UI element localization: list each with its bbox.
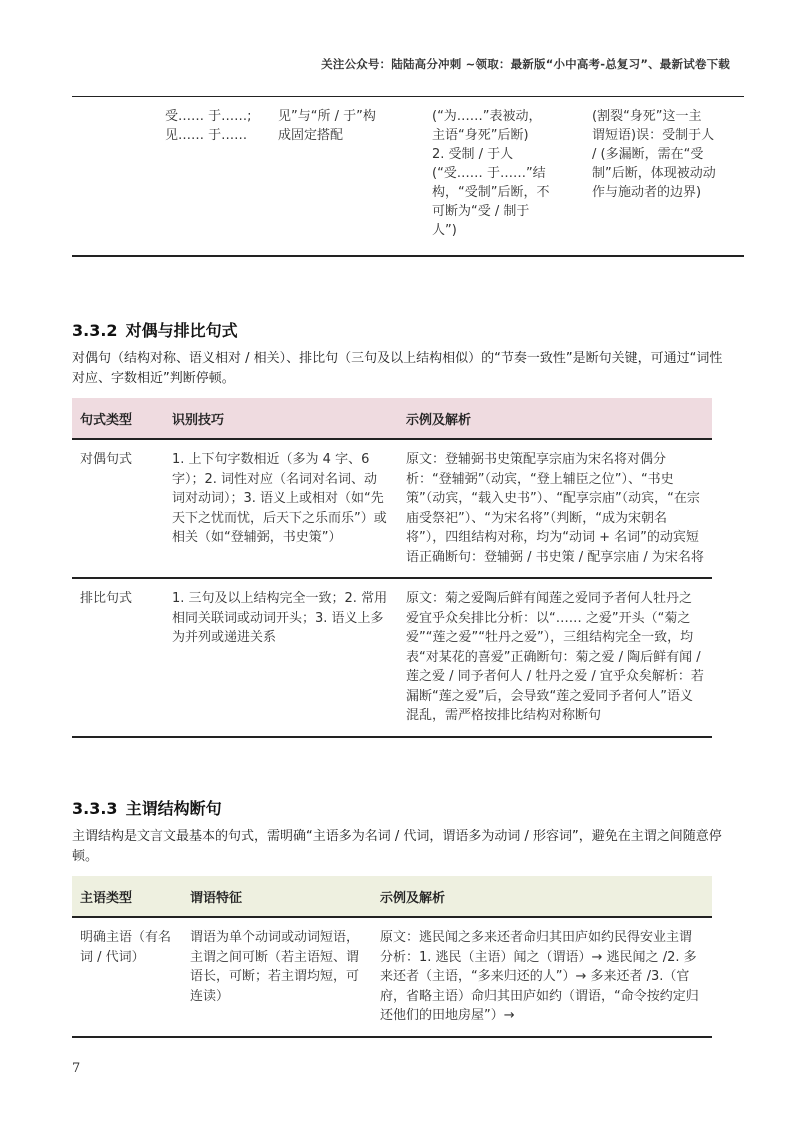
section-number: 3.3.2 [72, 321, 118, 340]
table-row [72, 439, 712, 578]
table-row [72, 578, 712, 737]
table-header-cell: 谓语特征 [182, 876, 372, 917]
table-header-cell: 主语类型 [72, 876, 182, 917]
tips-cell: 1. 上下句字数相近（多为 4 字、6 字）；2. 词性对应（名词对名词、动词对动词）；3. 语义上或相对（如“先天下之忧而忧，后天下之乐而乐”）或相关（如“登辅弼，书史策”） [164, 439, 398, 578]
table-header-row [72, 398, 712, 439]
page-number: 7 [72, 1061, 81, 1076]
section-title [72, 796, 222, 819]
fragment-cell-1: 受…… 于……; 见…… 于…… [165, 109, 252, 143]
example-cell: 原文：逃民闻之多来还者命归其田庐如约民得安业主谓分析：1. 逃民（主语）闻之（谓语）→ 逃民闻之 /2. 多来还者（主语，“多来归还的人”）→ 多来还者 /3.（官府，省略主语）命归其田庐如约（谓语，“命令按约定归还他们的田地房屋”）→ [372, 917, 712, 1037]
fragment-cell-4: (割裂“身死”这一主 谓短语)误：受制于人 / (多漏断，需在“受 制”后断，体现被动动 作与施动者的边界) [592, 109, 716, 200]
table-header-cell: 句式类型 [72, 398, 164, 439]
type-cell: 对偶句式 [72, 439, 164, 578]
tips-cell: 1. 三句及以上结构完全一致；2. 常用相同关联词或动词开头；3. 语义上多为并列或递进关系 [164, 578, 398, 737]
page-header: 关注公众号：陆陆高分冲刺 ~领取：最新版“小中高考-总复习”、最新试卷下载 [321, 57, 730, 71]
example-cell: 原文：登辅弼书史策配享宗庙为宋名将对偶分析：“登辅弼”（动宾，“登上辅臣之位”）、“书史策”（动宾，“载入史书”）、“配享宗庙”（动宾，“在宗庙受祭祀”）、“为宋名将”（判断，“成为宋朝名将”），四组结构对称，均为“动词 + 名词”的动宾短语正确断句：登辅弼 / 书史策 / 配享宗庙 / 为宋名将 [398, 439, 712, 578]
tips-cell: 谓语为单个动词或动词短语，主谓之间可断（若主语短、谓语长，可断；若主谓均短，可连读） [182, 917, 372, 1037]
section-title [72, 318, 238, 341]
type-cell: 明确主语（有名词 / 代词） [72, 917, 182, 1037]
example-cell: 原文：菊之爱陶后鲜有闻莲之爱同予者何人牡丹之爱宜乎众矣排比分析：以“…… 之爱”开头（“菊之爱”“莲之爱”“牡丹之爱”），三组结构完全一致，均表“对某花的喜爱”正确断句：菊之爱 / 陶后鲜有闻 / 莲之爱 / 同予者何人 / 牡丹之爱 / 宜乎众矣解析：若漏断“莲之爱”后，会导致“莲之爱同予者何人”语义混乱，需严格按排比结构对称断句 [398, 578, 712, 737]
section-intro: 对偶句（结构对称、语义相对 / 相关）、排比句（三句及以上结构相似）的“节奏一致性”是断句关键，可通过“词性对应、字数相近”判断停顿。 [72, 351, 723, 386]
fragment-cell-3: (“为……”表被动， 主语“身死”后断) 2. 受制 / 于人 (“受…… 于……”结 构，“受制”后断，不 可断为“受 / 制于 人”) [432, 109, 550, 238]
type-cell: 排比句式 [72, 578, 164, 737]
section-heading: 对偶与排比句式 [125, 321, 238, 340]
section-heading: 主谓结构断句 [125, 799, 222, 818]
sentence-pattern-table [72, 398, 712, 738]
table-header-cell: 示例及解析 [398, 398, 712, 439]
table-header-cell: 识别技巧 [164, 398, 398, 439]
table-row [72, 917, 712, 1037]
table-header-cell: 示例及解析 [372, 876, 712, 917]
fragment-cell-2: 见”与“所 / 于”构 成固定搭配 [278, 109, 376, 143]
section-intro: 主谓结构是文言文最基本的句式，需明确“主语多为名词 / 代词，谓语多为动词 / 形容词”，避免在主谓之间随意停顿。 [72, 829, 722, 864]
continued-table-fragment [72, 96, 744, 257]
section-number: 3.3.3 [72, 799, 118, 818]
table-header-row [72, 876, 712, 917]
subject-predicate-table [72, 876, 712, 1038]
